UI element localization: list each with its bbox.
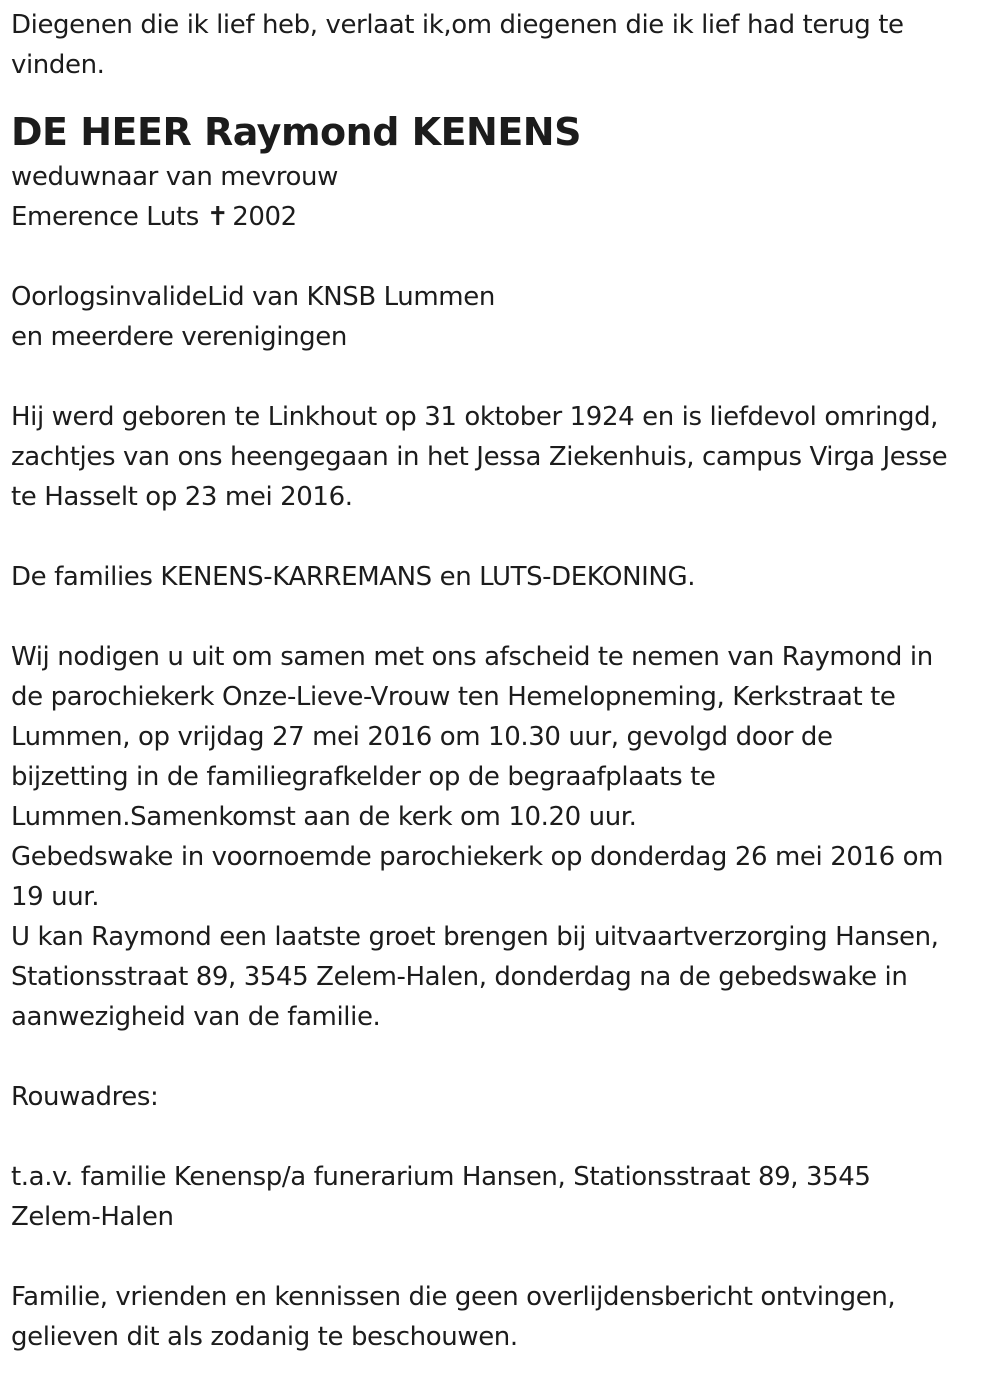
paragraph-line: U kan Raymond een laatste groet brengen bij uitvaartverzorging Hansen,: [11, 922, 939, 952]
quote: [11, 5, 996, 85]
spouse-relation: weduwnaar van mevrouw: [11, 162, 338, 192]
paragraph-line: Lummen, op vrijdag 27 mei 2016 om 10.30 uur, gevolgd door de: [11, 722, 833, 752]
paragraph-line: gelieven dit als zodanig te beschouwen.: [11, 1322, 518, 1352]
paragraph-line: aanwezigheid van de familie.: [11, 1002, 381, 1032]
paragraph-line: Hij werd geboren te Linkhout op 31 oktober 1924 en is liefdevol omringd,: [11, 402, 939, 432]
paragraph-line: te Hasselt op 23 mei 2016.: [11, 482, 353, 512]
mourning-address-label: Rouwadres:: [11, 1082, 159, 1112]
families-line: De families KENENS-KARREMANS en LUTS-DEKONING.: [11, 562, 696, 592]
paragraph-line: de parochiekerk Onze-Lieve-Vrouw ten Hemelopneming, Kerkstraat te: [11, 682, 896, 712]
spouse-death-year: 2002: [232, 202, 297, 232]
birth-death-paragraph: [11, 397, 996, 517]
families: [11, 557, 996, 597]
address-line: t.a.v. familie Kenensp/a funerarium Hansen, Stationsstraat 89, 3545: [11, 1162, 871, 1192]
spouse-name: Emerence Luts: [11, 202, 199, 232]
cross-icon: ✝: [206, 202, 229, 232]
paragraph-line: Lummen.Samenkomst aan de kerk om 10.20 uur.: [11, 802, 637, 832]
deceased-name: DE HEER Raymond KENENS: [11, 110, 581, 154]
paragraph-line: 19 uur.: [11, 882, 100, 912]
membership-line: en meerdere verenigingen: [11, 322, 347, 352]
memberships: [11, 277, 996, 357]
paragraph-line: Wij nodigen u uit om samen met ons afscheid te nemen van Raymond in: [11, 642, 933, 672]
paragraph-line: Familie, vrienden en kennissen die geen overlijdensbericht ontvingen,: [11, 1282, 896, 1312]
spouse-line: [11, 197, 996, 237]
mourning-address: [11, 1077, 996, 1237]
quote-line: vinden.: [11, 50, 105, 80]
paragraph-line: bijzetting in de familiegrafkelder op de begraafplaats te: [11, 762, 716, 792]
membership-line: OorlogsinvalideLid van KNSB Lummen: [11, 282, 495, 312]
paragraph-line: Stationsstraat 89, 3545 Zelem-Halen, donderdag na de gebedswake in: [11, 962, 908, 992]
paragraph-line: zachtjes van ons heengegaan in het Jessa Ziekenhuis, campus Virga Jesse: [11, 442, 948, 472]
funeral-paragraph: [11, 637, 996, 1037]
death-notice: [11, 5, 996, 1357]
deceased-block: [11, 107, 996, 237]
closing-paragraph: [11, 1277, 996, 1357]
quote-line: Diegenen die ik lief heb, verlaat ik,om diegenen die ik lief had terug te: [11, 10, 904, 40]
address-line: Zelem-Halen: [11, 1202, 174, 1232]
paragraph-line: Gebedswake in voornoemde parochiekerk op donderdag 26 mei 2016 om: [11, 842, 944, 872]
